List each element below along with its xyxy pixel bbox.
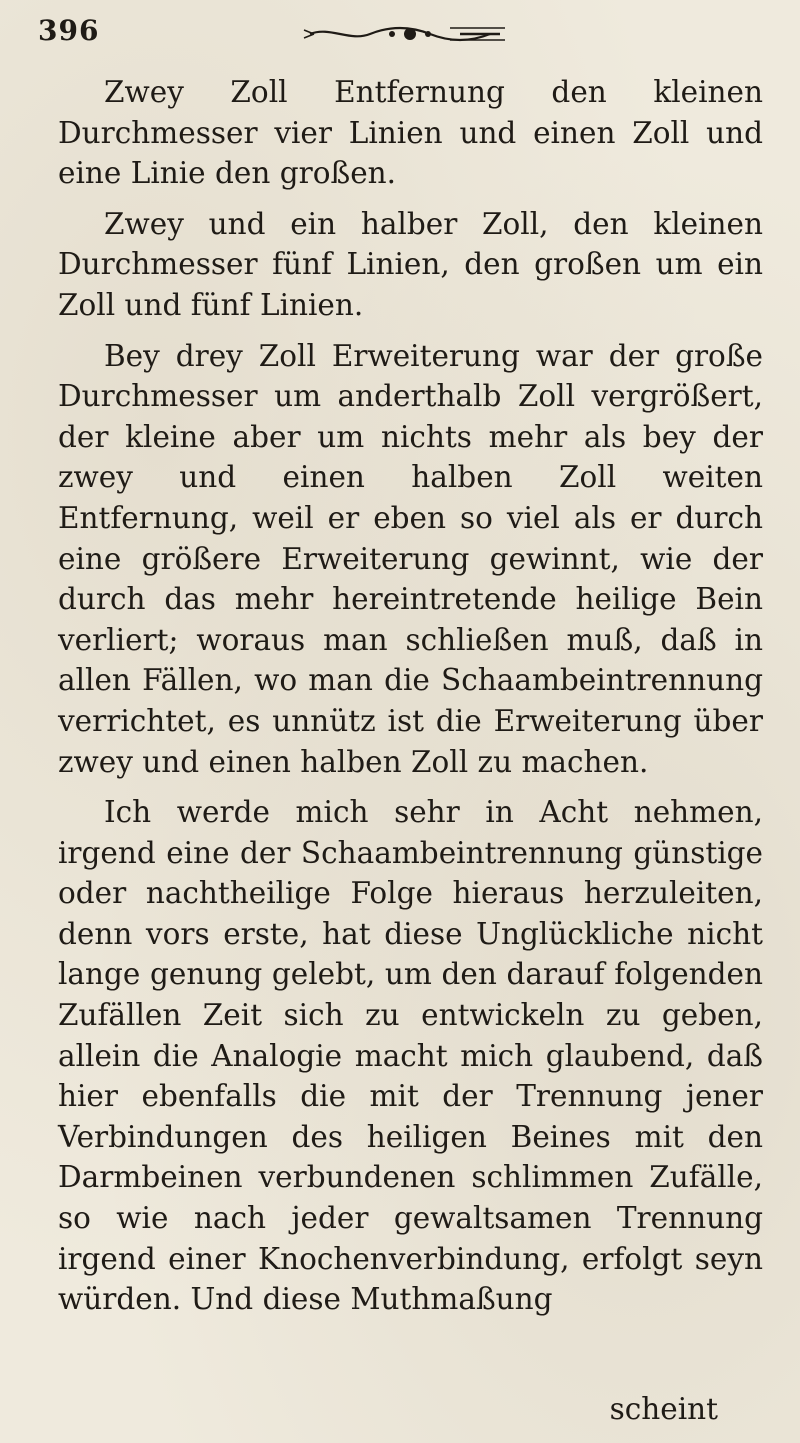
page-header	[0, 0, 800, 80]
paragraph: Zwey Zoll Entfernung den kleinen Durchmesser vier Linien und einen Zoll und eine Linie den großen.	[58, 75, 763, 191]
catchword: scheint	[609, 1392, 718, 1426]
page-number: 396	[38, 14, 100, 47]
paragraph: Bey drey Zoll Erweiterung war der große Durchmesser um anderthalb Zoll vergrößert, der kleine aber um nichts mehr als bey der zwey und einen halben Zoll weiten Entfernung, weil er eben so viel als er durch eine größere Erweiterung gewinnt, wie der durch das mehr hereintretende heilige Bein verliert; woraus man schließen muß, daß in allen Fällen, wo man die Schaambeintrennung verrichtet, es unnütz ist die Erweiterung über zwey und einen halben Zoll zu machen.	[58, 338, 763, 779]
printer-ornament-icon	[300, 22, 520, 46]
body-text	[58, 72, 763, 1320]
paragraph: Ich werde mich sehr in Acht nehmen, irgend eine der Schaambeintrennung günstige oder nachtheilige Folge hieraus herzuleiten, denn vors erste, hat diese Unglückliche nicht lange genung gelebt, um den darauf folgenden Zufällen Zeit sich zu entwickeln zu geben, allein die Analogie macht mich glaubend, daß hier ebenfalls die mit der Trennung jener Verbindungen des heiligen Beines mit den Darmbeinen verbundenen schlimmen Zufälle, so wie nach jeder gewaltsamen Trennung irgend einer Knochenverbindung, erfolgt seyn würden. Und diese Muthmaßung	[58, 795, 763, 1317]
paragraph: Zwey und ein halber Zoll, den kleinen Durchmesser fünf Linien, den großen um ein Zoll und fünf Linien.	[58, 206, 763, 322]
